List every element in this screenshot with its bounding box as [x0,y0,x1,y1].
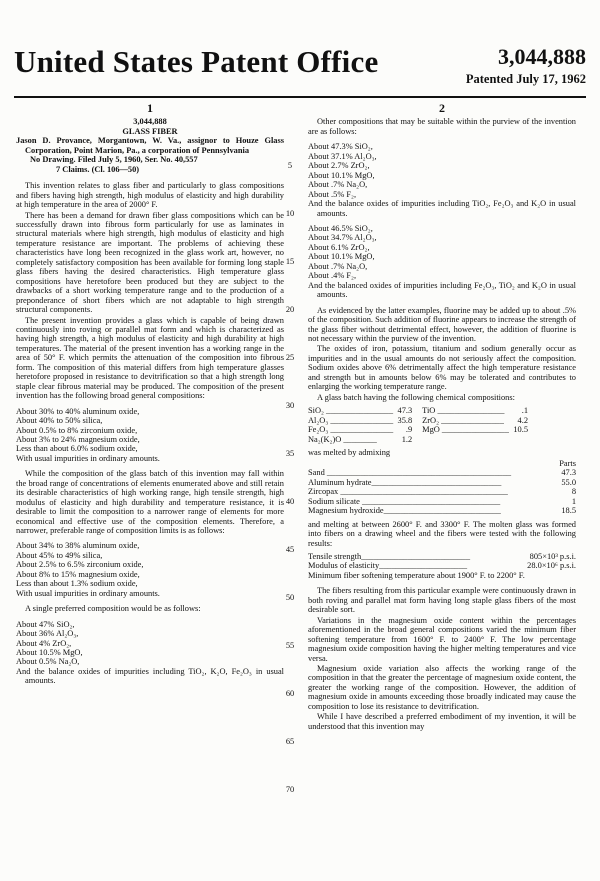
list-item: With usual impurities in ordinary amounts. [16,588,160,598]
table-cell: SiO₂ ________________ [308,406,394,416]
right-column [308,101,576,732]
list-item: About 2.7% ZrO₂, [308,161,370,171]
list-item: Minimum fiber softening temperature about 1900° F. to 2200° F. [308,570,525,580]
list-item: Less than about 6.0% sodium oxide, [16,444,138,454]
table-cell: 1 [571,496,576,506]
batch-parts-table [308,459,576,516]
page-header [14,44,586,94]
table-cell: .1 [521,406,528,416]
paragraph: Variations in the magnesium oxide content within the percentages aforementioned in the broad general compositions varied the minimum fiber softening temperature from 1600° F. to 2400° F. The low percentage magnesium oxide composition having the higher melting temperatures and vice versa. [308,615,576,663]
line-number: 10 [285,209,295,218]
table-row [308,425,538,435]
paragraph: and melting at between 2600° F. and 3300° F. The molten glass was formed into fibers on a drawing wheel and the fibers were tested with the following results: [308,519,576,548]
paragraph: While the composition of the glass batch of this invention may fall within the broad range of concentrations of elements enumerated above and still retain its desirable characteristics of high working range, high tensile strength, high modulus of elasticity and high durability and temperature resistance, it is desirable to limit the composition to a narrower range of elements for more economical and effective use of the composition elements. Therefore, a narrower, preferable range of composition limits is as follows: [16,469,284,536]
line-number: 40 [285,497,295,506]
list-item: About 3% to 24% magnesium oxide, [16,434,140,444]
list-item: About 34% to 38% aluminum oxide, [16,541,140,551]
table-cell [512,435,538,445]
table-row [308,416,538,426]
column-number-right: 2 [439,101,445,115]
patented-date: Patented July 17, 1962 [465,72,586,86]
table-cell: Magnesium hydroxide____________________________ [308,506,501,516]
list-item: About 8% to 15% magnesium oxide, [16,569,140,579]
test-result-note [308,571,576,580]
line-number: 35 [285,449,295,458]
table-cell: 10.5 [513,425,528,435]
paragraph: There has been a demand for drawn fiber glass compositions which can be successfully drawn into fibrous form particularly for use as laminates in structural materials where high strength, high modulus of elasticity and high temperature resistance are important. The problems of achieving these characteristics have long been recognized in the glass work art, however, no completely satisfactory composition has been available for forming long staple glass fibers having the desired characteristics. High temperature glass compositions have heretofore been produced but they are subject to the drawbacks of a short working temperature range and to the production of a preponderance of short fibers which are not adaptable to high strength structural components. [16,210,284,315]
table-cell: Modulus of elasticity_____________________ [308,561,468,571]
list-item: About 10.5% MgO, [16,648,83,658]
table-cell: .9 [405,425,413,435]
table-row [308,487,576,497]
heading-inventor: Jason D. Provance, Morgantown, W. Va., assignor to Houze Glass Corporation, Point Marion, Pa., a corporation of Pennsylvania [16,136,284,155]
table-row [308,435,538,445]
composition-example-2 [308,224,576,300]
paragraph: This invention relates to glass fiber and particularly to glass compositions and fibers having high strength, high modulus of elasticity and high durability at high temperature in the area of 2000° F. [16,181,284,210]
heading-filing: No Drawing. Filed July 5, 1960, Ser. No. 40,557 [30,155,198,165]
list-item: About 34.7% Al₂O₃, [308,233,377,243]
parts-header: Parts [559,458,576,468]
paragraph: The oxides of iron, potassium, titanium and sodium generally occur as impurities and in the usual amounts do not seriously affect the composition. Sodium oxides above 6% detrimentally affect the high temperature resistance and strength but in amounts below 6% may be tolerated and contributes to enlarging the working temperature range. [308,344,576,392]
list-item: About 6.1% ZrO₂, [308,242,370,252]
table-cell: Aluminum hydrate_______________________________ [308,477,502,487]
table-cell: 47.3 [397,406,413,416]
table-cell: Al₂O₃ _______________ [308,415,394,425]
heading-title: GLASS FIBER [122,126,178,136]
table-cell: Zircopax ________________________________________ [308,487,508,497]
table-row [308,497,576,507]
line-number: 5 [287,161,293,170]
table-cell: Fe₂O₃ _______________ [308,425,394,435]
table-cell: TiO ________________ [422,406,505,416]
list-item: About 4% ZrO₂, [16,638,72,648]
composition-example-1 [308,142,576,218]
line-number: 50 [285,593,295,602]
table-cell: 18.5 [561,506,576,516]
heading-claims: 7 Claims. (Cl. 106—50) [56,164,140,174]
list-item: And the balanced oxides of impurities including Fe₂O₃, TiO₂ and K₂O in usual amounts. [308,280,576,300]
heading-number: 3,044,888 [133,117,167,127]
table-row [308,478,576,488]
list-item: About 10.1% MgO, [308,252,375,262]
list-item: About .7% Na₂O, [308,180,368,190]
left-column [16,101,284,692]
list-item: About .7% Na₂O, [308,261,368,271]
line-number: 45 [285,545,295,554]
list-item: And the balance oxides of impurities including TiO₂, Fe₂O₃ and K₂O in usual amounts. [308,199,576,218]
paragraph: While I have described a preferred embodiment of my invention, it will be understood that this invention may [308,712,576,731]
narrow-composition-list [16,541,284,598]
line-numbers [280,0,300,881]
table-cell: 47.3 [561,468,576,478]
table-row [308,406,538,416]
broad-composition-list [16,407,284,464]
line-number: 70 [285,785,295,794]
list-item: About 0.5% to 8% zirconium oxide, [16,425,138,435]
header-rule [14,96,586,98]
paragraph: Other compositions that may be suitable within the purview of the invention are as follows: [308,117,576,136]
line-number: 55 [285,641,295,650]
line-number: 30 [285,401,295,410]
table-cell: Na₂(K₂)O ________ [308,434,377,444]
line-number: 65 [285,737,295,746]
paragraph: The fibers resulting from this particular example were continuously drawn in both roving and parallel mat form having long staple glass fibers of the most desirable sort. [308,586,576,615]
list-item: About 46.5% SiO₂, [308,223,373,233]
table-cell: 1.2 [401,434,413,444]
list-item: About 37.1% Al₂O₃, [308,151,377,161]
table-row [308,552,576,562]
line-number: 25 [285,353,295,362]
line-number: 20 [285,305,295,314]
paragraph: Magnesium oxide variation also affects the working range of the composition in that the greater the percentage of magnesium oxide content, the greater the working range of the composition. However, the addition of magnesium oxide in amounts exceeding those broadly indicated may cause the composition to lose its resistance to devitrification. [308,664,576,711]
table-row [308,561,576,571]
paragraph: As evidenced by the latter examples, fluorine may be added up to about .5% of the composition. Such addition of fluorine appears to increase the strength of the glass fiber without detrimental effect, however, the addition of fluorine is not necessary within the purview of the invention. [308,305,576,343]
table-cell: MgO ________________ [422,425,509,435]
table-cell: Sodium silicate _________________________________ [308,496,501,506]
table-row [308,468,576,478]
table-cell: ZrO₂ _______________ [422,415,504,425]
list-item: About 47% SiO₂, [16,619,75,629]
paragraph: The present invention provides a glass which is capable of being drawn continuously into roving or parallel mat form and which is characterized as having high strength, a high modulus of elasticity and high durability at high temperatures. The material of the present invention has a working range in the area of 50° F. which permits the attenuation of the composition into fibrous form. The composition of this material differs from high temperature glasses heretofore proposed in resistance to devitrification so that a high strength long staple clear fibrous material may be produced. The composition of the present invention has the following broad general compositions: [16,315,284,401]
list-item: About 2.5% to 6.5% zirconium oxide, [16,560,144,570]
table-cell [422,435,512,445]
list-item: About 45% to 49% silica, [16,550,103,560]
paragraph: was melted by admixing [308,448,391,458]
table-cell: 805×10³ p.s.i. [529,551,576,561]
test-results-table [308,552,576,571]
table-cell: 28.0×10⁶ p.s.i. [527,561,576,571]
list-item: About .5% F₂, [308,189,357,199]
chemical-composition-table [308,406,538,444]
list-item: About 40% to 50% silica, [16,416,103,426]
office-title: United States Patent Office [14,44,379,79]
list-item: About 36% Al₂O₃, [16,629,79,639]
table-cell: Tensile strength__________________________ [308,551,471,561]
list-item: About 30% to 40% aluminum oxide, [16,406,140,416]
paragraph: A glass batch having the following chemical compositions: [317,392,515,402]
list-item: Less than about 1.3% sodium oxide, [16,579,138,589]
column-number-left: 1 [147,101,153,115]
list-item: About 0.5% Na₂O, [16,657,80,667]
list-item: About .4% F₂, [308,271,357,281]
table-cell: 35.8 [397,415,413,425]
list-item: About 47.3% SiO₂, [308,142,373,152]
list-item: And the balance oxides of impurities including TiO₂, K₂O, Fe₂O₃ in usual amounts. [16,666,284,686]
patent-number: 3,044,888 [498,44,586,69]
table-cell: 55.0 [561,477,576,487]
table-cell: 8 [571,487,576,497]
list-item: About 10.1% MgO, [308,170,375,180]
paragraph: A single preferred composition would be as follows: [25,604,201,614]
list-item: With usual impurities in ordinary amounts. [16,453,160,463]
table-cell: 4.2 [517,415,528,425]
table-row [308,506,576,516]
line-number: 15 [285,257,295,266]
line-number: 60 [285,689,295,698]
preferred-composition-list [16,620,284,686]
patent-heading [16,117,284,174]
table-cell: Sand ____________________________________________ [308,468,512,478]
table-row [308,459,576,469]
